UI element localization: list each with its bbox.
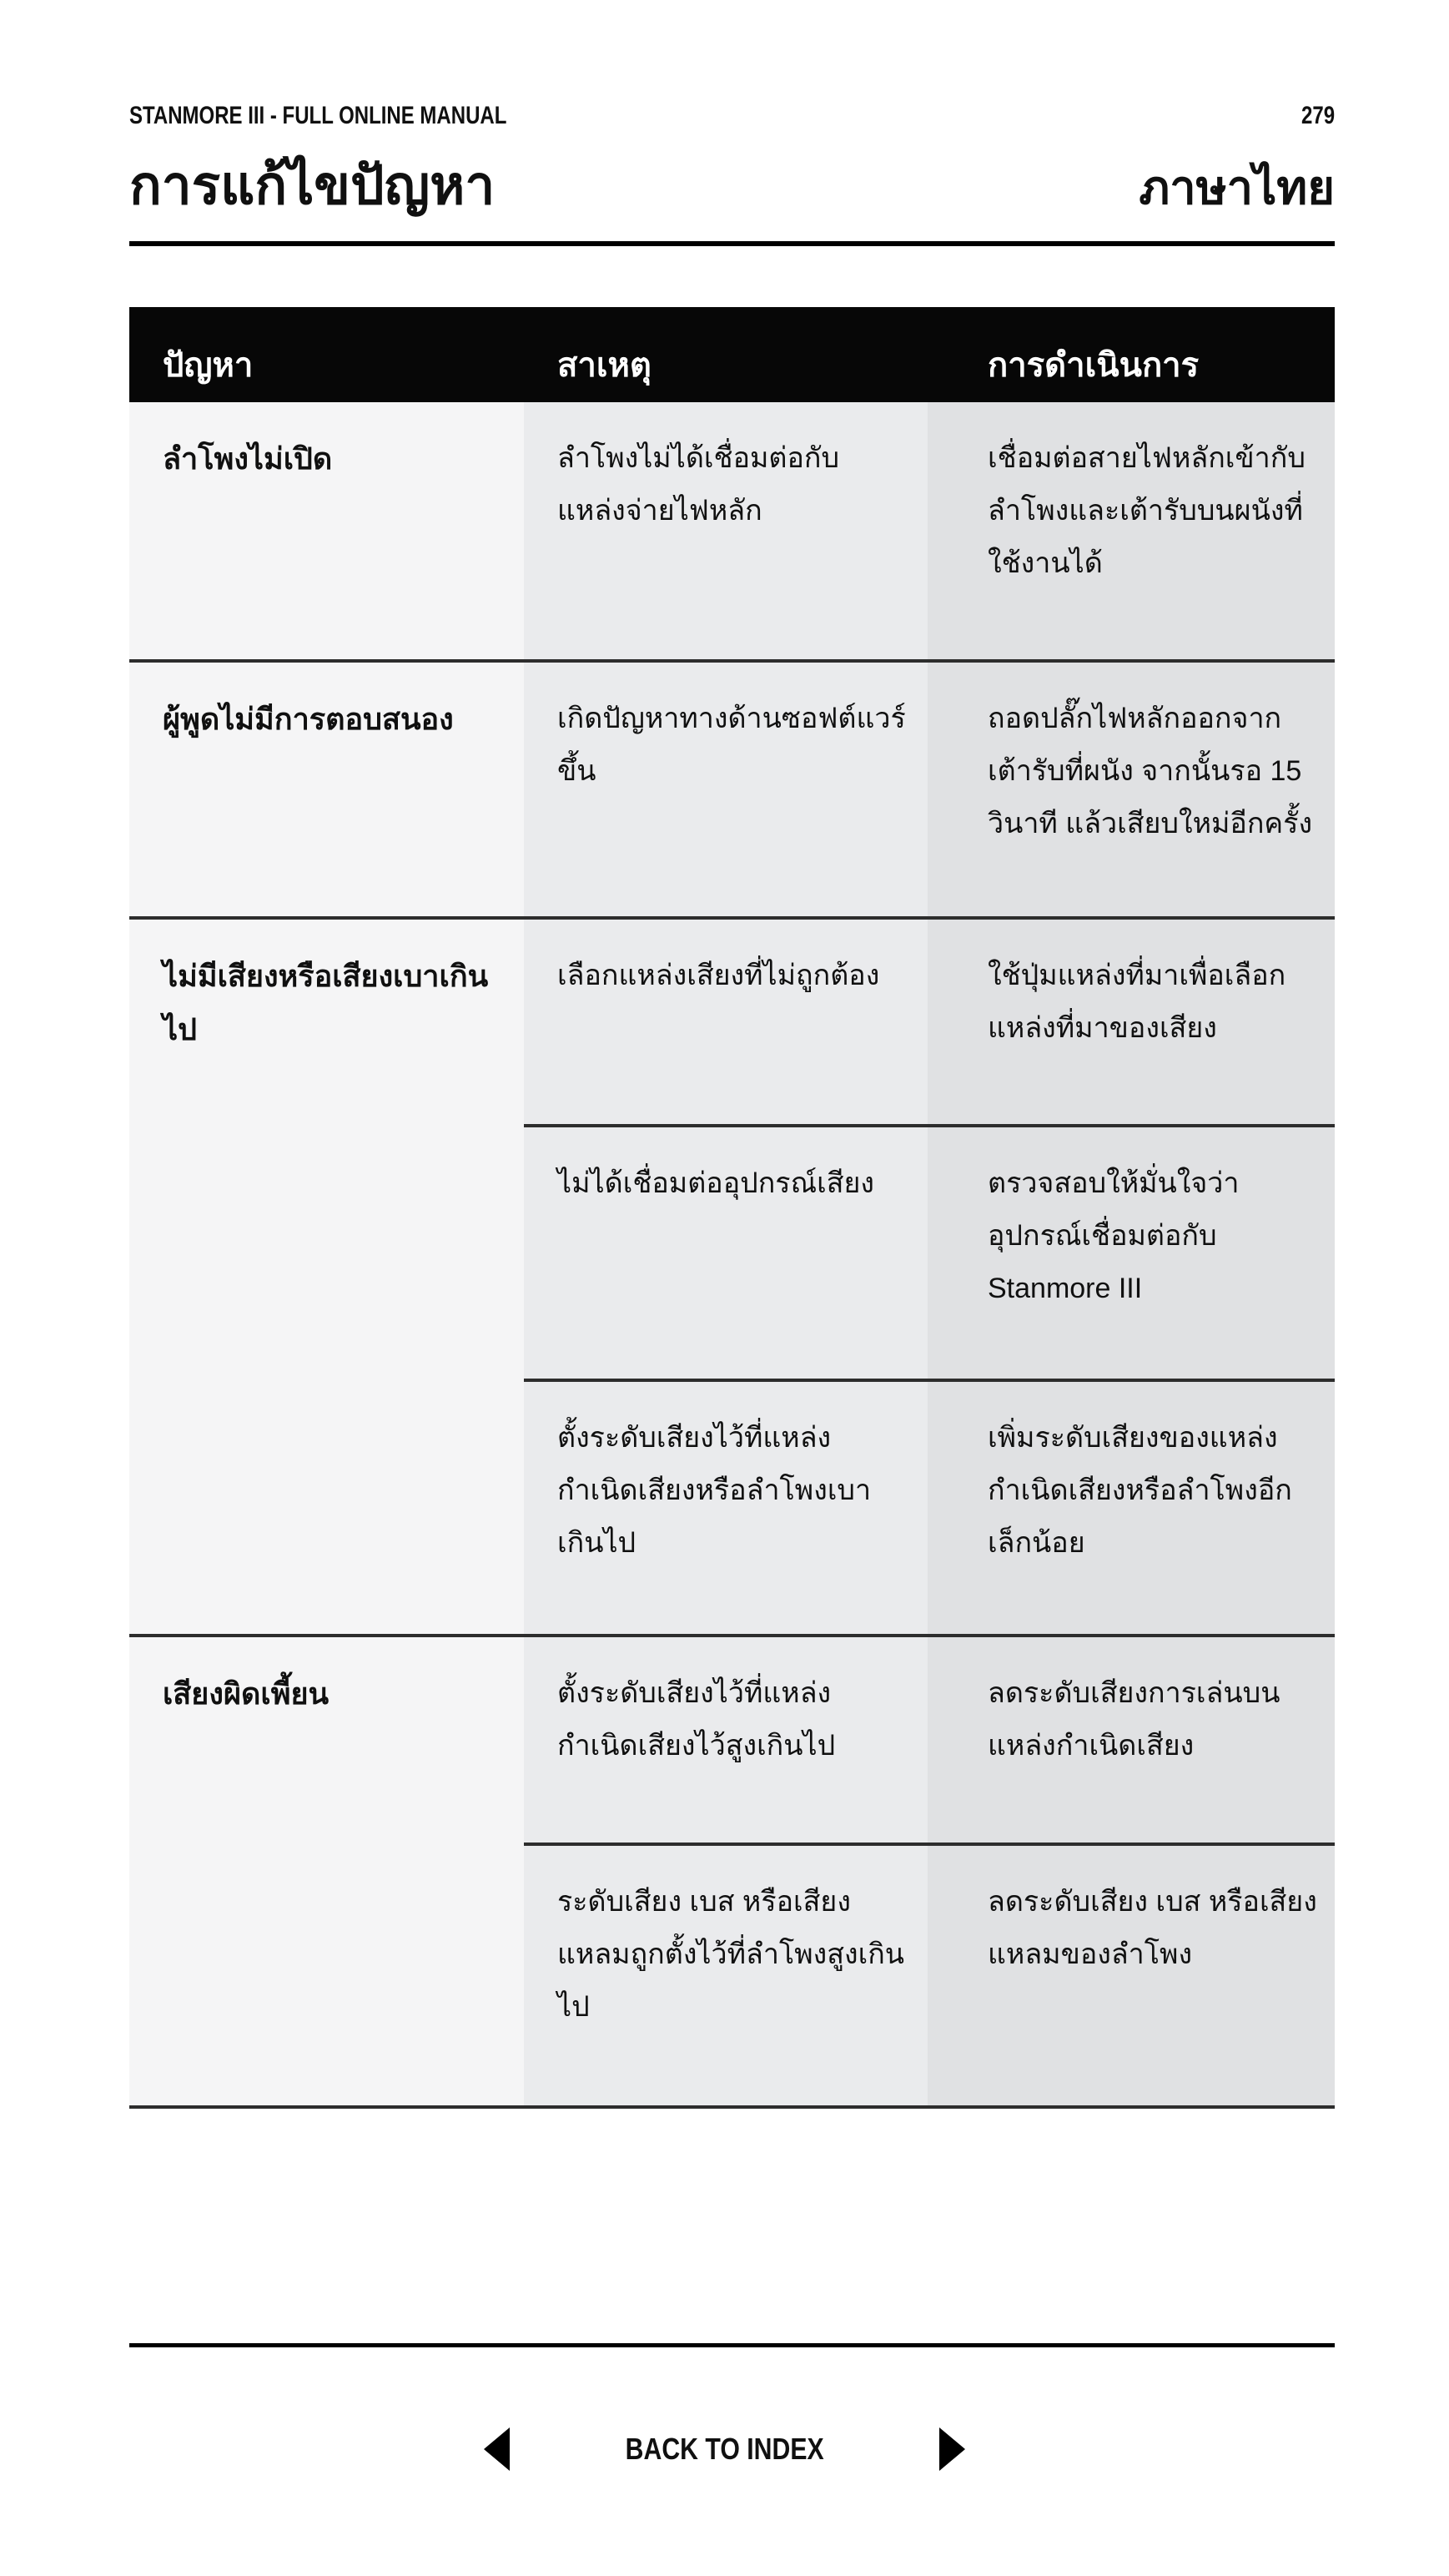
table-subrow: [524, 920, 1335, 1124]
cause-cell: ลำโพงไม่ได้เชื่อมต่อกับ​แหล่งจ่ายไฟหลัก: [524, 402, 928, 659]
problem-cell: เสียงผิดเพี้ยน: [129, 1637, 524, 2105]
cause-cell: เกิดปัญหาทางด้าน​ซอฟต์แวร์ขึ้น: [524, 663, 928, 916]
table-row: [129, 402, 1335, 659]
action-cell: เพิ่มระดับเสียงของแหล่ง​กำเนิดเสียงหรือลำโพงอีก​เล็กน้อย: [928, 1382, 1335, 1634]
problem-cell: ลำโพงไม่เปิด: [129, 402, 524, 659]
subrow-stack: [524, 663, 1335, 916]
problem-cell: ผู้พูดไม่มีการตอบสนอง: [129, 663, 524, 916]
cause-cell: เลือกแหล่งเสียงที่ไม่ถูก​ต้อง: [524, 920, 928, 1124]
language-label: ภาษาไทย: [1139, 161, 1335, 214]
action-cell: ถอดปลั๊กไฟหลักออกจาก​เต้ารับที่ผนัง จากนั้นรอ 15 วินาที แล้วเสียบใหม่อีกครั้ง: [928, 663, 1335, 916]
cause-cell: ตั้งระดับเสียงไว้ที่แหล่ง​กำเนิดเสียงหรือลำโพงเบา​เกินไป: [524, 1382, 928, 1634]
table-subrow: [524, 1637, 1335, 1843]
title-row: [129, 144, 1335, 229]
subrow-stack: [524, 1637, 1335, 2105]
table-subrow: [524, 1843, 1335, 2105]
cause-cell: ตั้งระดับเสียงไว้ที่แหล่ง​กำเนิดเสียงไว้สูงเกินไป: [524, 1637, 928, 1843]
back-to-index-link[interactable]: [606, 2432, 843, 2467]
cause-cell: ระดับเสียง เบส หรือเสียง​แหลมถูกตั้งไว้ที่ลำโพงสูง​เกินไป: [524, 1846, 928, 2105]
troubleshooting-table: [129, 307, 1335, 2109]
table-subrow: [524, 1124, 1335, 1379]
prev-page-arrow[interactable]: [484, 2427, 510, 2471]
table-row: [129, 659, 1335, 916]
table-subrow: [524, 402, 1335, 659]
action-cell: ลดระดับเสียงการเล่นบน​แหล่งกำเนิดเสียง: [928, 1637, 1335, 1843]
action-cell: ใช้ปุ่มแหล่งที่มาเพื่อเลือก​แหล่งที่มาของเสียง: [928, 920, 1335, 1124]
table-row: [129, 916, 1335, 1634]
page-header: [129, 102, 1335, 130]
table-subrow: [524, 663, 1335, 916]
column-header-action: การดำเนินการ: [988, 347, 1200, 384]
doc-title: STANMORE III - FULL ONLINE MANUAL: [129, 102, 507, 129]
subrow-stack: [524, 920, 1335, 1634]
action-cell: เชื่อมต่อสายไฟหลักเข้ากับ​ลำโพงและเต้ารับบนผนังที่​ใช้งานได้: [928, 402, 1335, 659]
column-header-cause: สาเหตุ: [557, 347, 652, 384]
back-to-index-label: BACK TO INDEX: [625, 2432, 824, 2466]
page-number: 279: [1301, 102, 1335, 129]
next-page-arrow[interactable]: [939, 2427, 965, 2471]
footer-divider: [129, 2343, 1335, 2347]
action-cell: ลดระดับเสียง เบส หรือ​เสียงแหลมของลำโพง: [928, 1846, 1335, 2105]
subrow-stack: [524, 402, 1335, 659]
column-header-problem: ปัญหา: [163, 347, 254, 384]
table-subrow: [524, 1379, 1335, 1634]
action-cell: ตรวจสอบให้มั่นใจว่า​อุปกรณ์เชื่อมต่อกับ Stanmore III: [928, 1127, 1335, 1379]
problem-cell: ไม่มีเสียงหรือเสียงเบา​เกินไป: [129, 920, 524, 1634]
page-title: การแก้ไขปัญหา: [129, 155, 496, 215]
title-divider: [129, 241, 1335, 246]
footer-nav: [0, 2422, 1449, 2477]
table-row: [129, 1634, 1335, 2105]
table-header-row: [129, 307, 1335, 402]
cause-cell: ไม่ได้เชื่อมต่ออุปกรณ์เสียง: [524, 1127, 928, 1379]
